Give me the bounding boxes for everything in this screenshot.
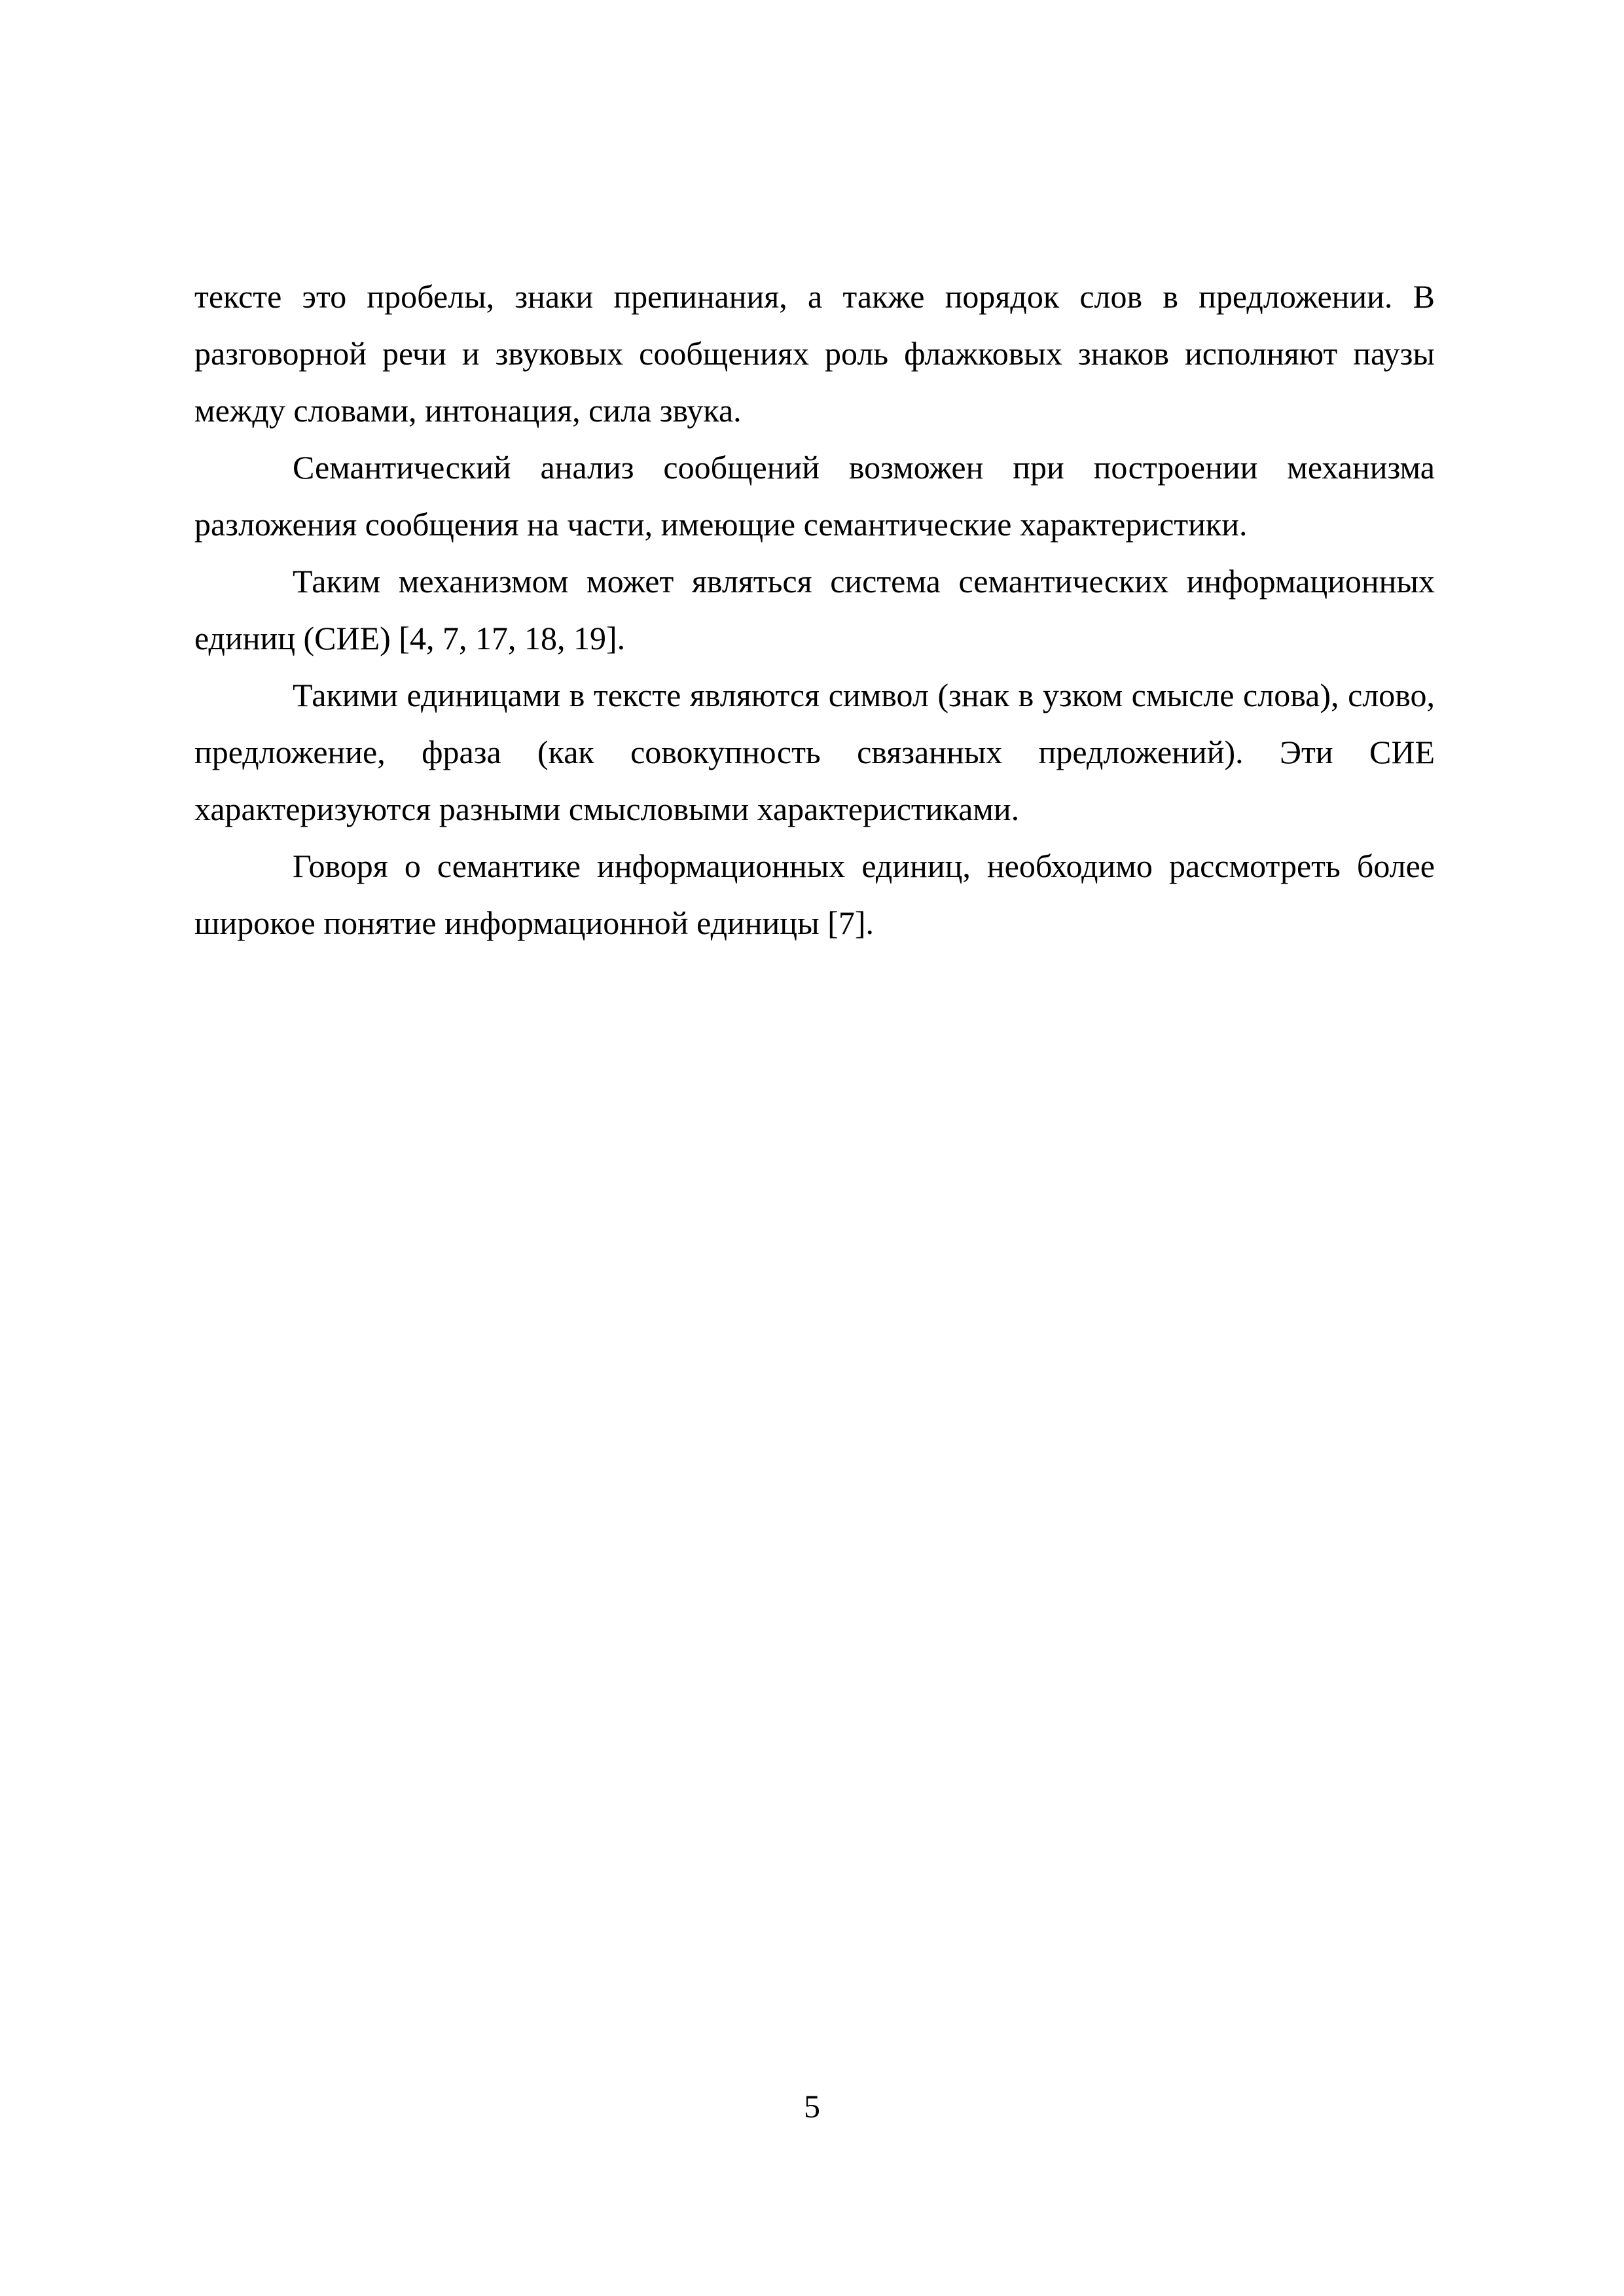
paragraph-sie-units: Такими единицами в тексте являются символ (знак в узком смысле слова), слово, предложение, фраза (как совокупность связанных предложений). Эти СИЕ характеризуются разными смысловыми характеристиками. <box>194 677 1435 827</box>
paragraph-sie-system: Таким механизмом может являться система семантических информационных единиц (СИЕ) [4, 7, 17, 18, 19]. <box>194 563 1435 656</box>
body-text <box>194 268 1435 952</box>
paragraph-continuation: тексте это пробелы, знаки препинания, а также порядок слов в предложении. В разговорной речи и звуковых сообщениях роль флажковых знаков исполняют паузы между словами, интонация, сила звука. <box>194 278 1435 429</box>
paragraph-information-unit: Говоря о семантике информационных единиц, необходимо рассмотреть более широкое понятие информационной единицы [7]. <box>194 848 1435 941</box>
page-number: 5 <box>804 2088 820 2125</box>
paragraph-semantic-analysis: Семантический анализ сообщений возможен при построении механизма разложения сообщения на части, имеющие семантические характеристики. <box>194 449 1435 543</box>
